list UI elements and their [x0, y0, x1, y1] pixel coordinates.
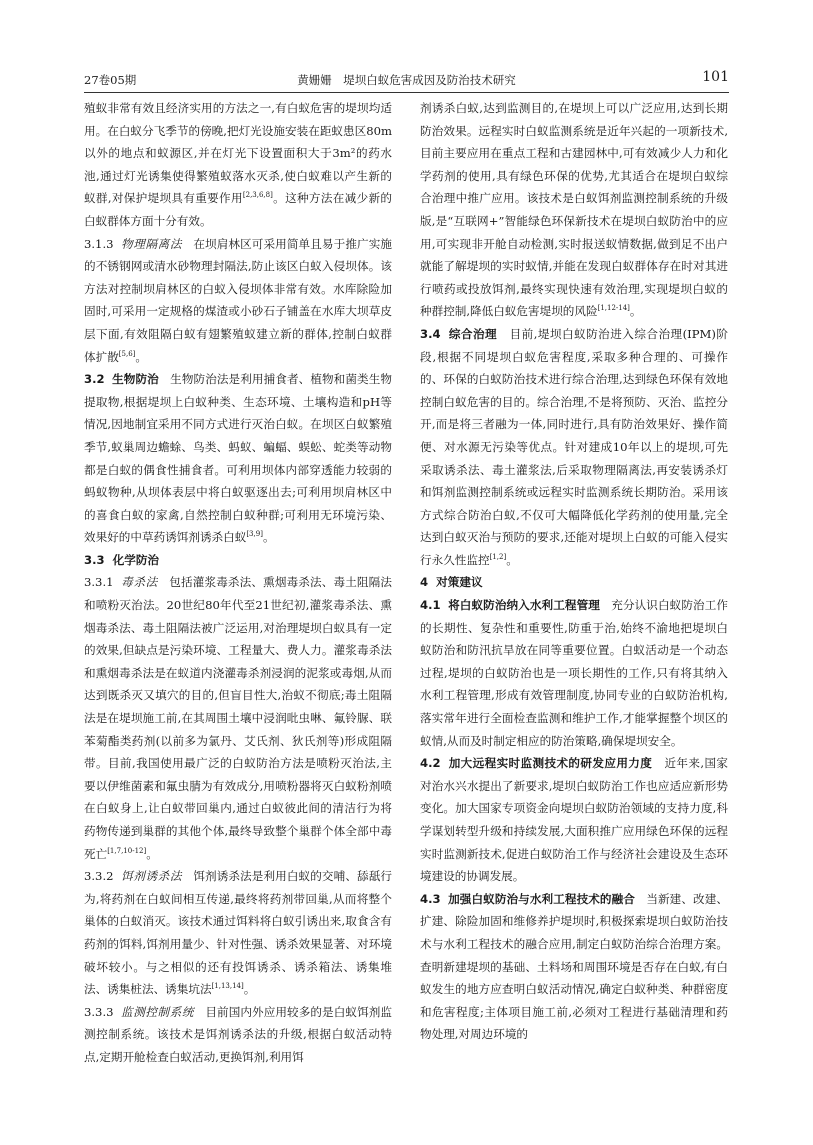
- paragraph-text: 目前,堤坝白蚁防治进入综合治理(IPM)阶段,根据不同堤坝白蚁危害程度,采取多种合理的、可操作的、环保的白蚁防治技术进行综合治理,达到绿色环保有效地控制白蚁危害的目的。综合治理,不是将预防、灭治、监控分开,而是将三者融为一体,同时进行,具有防治效果好、操作简便、对水源无污染等优点。针对建成10年以上的堤坝,可先采取诱杀法、毒土灌浆法,后采取物理隔离法,再安装诱杀灯和饵剂监测控制系统或远程实时监测系统长期防治。采用该方式综合防治白蚁,不仅可大幅降低化学药剂的使用量,完全达到白蚁灭治与预防的要求,还能对堤坝上白蚁的可能入侵实行永久性监控: [420, 326, 728, 567]
- paragraph-text: 。: [243, 982, 256, 997]
- paragraph-text: 在坝肩林区可采用简单且易于推广实施的不锈钢网或清水砂物理封隔法,防止该区白蚁入侵坝体。该方法对控制坝肩林区的白蚁入侵坝体非常有效。水库除险加固时,可采用一定规格的煤渣或小砂石子铺盖在水库大坝草皮层下面,有效阻隔白蚁有翅繁殖蚁建立新的群体,控制白蚁群体扩散: [84, 236, 392, 364]
- paragraph-text: 剂诱杀白蚁,达到监测目的,在堤坝上可以广泛应用,达到长期防治效果。远程实时白蚁监测系统是近年兴起的一项新技术,目前主要应用在重点工程和古建园林中,可有效减少人力和化学药剂的使用,具有绿色环保的优势,尤其适合在堤坝白蚁综合治理中推广应用。该技术是白蚁饵剂监测控制系统的升级版,是“互联网+”智能绿色环保新技术在堤坝白蚁防治中的应用,可实现非开舱自动检测,实时报送蚁情数据,做到足不出户就能了解堤坝的实时蚁情,并能在发现白蚁群体存在时对其进行喷药或投放饵剂,最终实现快速有效治理,实现堤坝白蚁的种群控制,降低白蚁危害堤坝的风险: [420, 101, 728, 319]
- citation: [1,2]: [489, 553, 507, 562]
- paragraph-text: 。这种方法在减少新的白蚁群体方面十分有效。: [84, 191, 392, 228]
- citation: [2,3,6,8]: [242, 191, 273, 200]
- section-4-3: [420, 888, 728, 1046]
- paragraph-text: 当新建、改建、扩建、除险加固和维修养护堤坝时,积极探索堤坝白蚁防治技术与水利工程技术的融合应用,制定白蚁防治综合治理方案。查明新建堤坝的基础、土料场和周围环境是否存在白蚁,有白蚁发生的地方应查明白蚁活动情况,确定白蚁种类、种群密度和危害程度;主体项目施工前,必须对工程进行基础清理和药物处理,对周边环境的: [420, 891, 728, 1042]
- running-title: 黄姗姗 堤坝白蚁危害成因及防治技术研究: [297, 73, 516, 87]
- paragraph-text: 目前国内外应用较多的是白蚁饵剂监测控制系统。该技术是饵剂诱杀法的升级,根据白蚁活动特点,定期开舱检查白蚁活动,更换饵剂,利用饵: [84, 1004, 392, 1064]
- section-number: 4: [420, 575, 429, 590]
- section-3-1-3: [84, 233, 392, 369]
- paragraph-text: 。: [629, 304, 642, 319]
- section-4-2: [420, 752, 728, 888]
- section-3-4: [420, 323, 728, 572]
- section-title: 物理隔离法: [121, 236, 183, 251]
- paragraph-text: 。: [262, 530, 275, 545]
- section-title: 综合治理: [448, 326, 498, 341]
- section-title: 加大远程实时监测技术的研发应用力度: [448, 756, 653, 771]
- paragraph-text: 生物防治法是利用捕食者、植物和菌类生物提取物,根据堤坝上白蚁种类、生态环境、土壤构造和pH等情况,因地制宜采用不同方式进行灭治白蚁。在坝区白蚁繁殖季节,蚁巢周边蟾蜍、鸟类、蚂蚁、蝙蝠、蜈蚣、蛇类等动物都是白蚁的偶食性捕食者。可利用坝体内部穿透能力较弱的蚂蚁物种,从坝体表层中将白蚁驱逐出去;可利用坝肩林区中的喜食白蚁的家禽,自然控制白蚁种群;可利用无环境污染、效果好的中草药诱饵剂诱杀白蚁: [84, 372, 392, 545]
- paragraph-text: 殖蚁非常有效且经济实用的方法之一,有白蚁危害的堤坝均适用。在白蚁分飞季节的傍晚,把灯光设施安装在距蚁患区80m以外的地点和蚁源区,并在灯光下设置面积大于3m²的药水池,通过灯光诱集使得繁殖蚁落水灭杀,使白蚁难以产生新的蚁群,对保护堤坝具有重要作用: [84, 101, 392, 206]
- section-title: 饵剂诱杀法: [121, 869, 183, 884]
- paragraph-text: 充分认识白蚁防治工作的长期性、复杂性和重要性,防重于治,始终不渝地把堤坝白蚁防治和防汛抗旱放在同等重要位置。白蚁活动是一个动态过程,堤坝的白蚁防治也是一项长期性的工作,只有将其纳入水利工程管理,形成有效管理制度,协同专业的白蚁防治机构,落实常年进行全面检查监测和维护工作,才能掌握整个坝区的蚁情,从而及时制定相应的防治策略,确保堤坝安全。: [420, 598, 728, 748]
- section-title: 毒杀法: [121, 575, 158, 590]
- citation: [5,6]: [118, 349, 136, 358]
- citation: [1,12-14]: [597, 304, 630, 313]
- section-4-1: [420, 594, 728, 752]
- section-3-3-3: [84, 1001, 392, 1069]
- section-number: 3.3.2: [84, 869, 114, 884]
- section-title: 对策建议: [436, 575, 483, 590]
- paragraph-text: 。: [135, 349, 148, 364]
- citation: [3,9]: [246, 530, 263, 539]
- paragraph-text: 饵剂诱杀法是利用白蚁的交哺、舔舐行为,将药剂在白蚁间相互传递,最终将药剂带回巢,从而将整个巢体的白蚁消灭。该技术通过饵料将白蚁引诱出来,取食含有药剂的饵料,饵剂用量少、针对性强、诱杀效果显著、对环境破坏较小。与之相似的还有投饵诱杀、诱杀箱法、诱集堆法、诱集桩法、诱集坑法: [84, 869, 392, 997]
- section-3-3-2: [84, 865, 392, 1001]
- section-3-2: [84, 368, 392, 549]
- citation: [1,13,14]: [211, 982, 244, 991]
- section-number: 4.2: [420, 756, 441, 771]
- section-3-3-heading: [84, 549, 392, 572]
- section-number: 4.1: [420, 598, 441, 613]
- left-column: [84, 97, 392, 1069]
- section-number: 4.3: [420, 891, 441, 906]
- section-title: 监测控制系统: [121, 1004, 195, 1019]
- running-head: [84, 69, 729, 93]
- section-title: 加强白蚁防治与水利工程技术的融合: [448, 891, 635, 906]
- section-number: 3.3.1: [84, 575, 114, 590]
- paragraph-text: 近年来,国家对治水兴水提出了新要求,堤坝白蚁防治工作也应适应新形势变化。加大国家专项资金向堤坝白蚁防治领域的支持力度,科学谋划转型升级和持续发展,大面积推广应用绿色环保的远程实时监测新技术,促进白蚁防治工作与经济社会建设及生态环境建设的协调发展。: [420, 756, 729, 884]
- section-3-3-1: [84, 571, 392, 865]
- volume-issue: 27卷05期: [84, 73, 137, 87]
- page-number: 101: [702, 69, 729, 85]
- right-column: [420, 97, 728, 1046]
- paragraph-text: 。: [146, 846, 158, 861]
- section-title: 生物防治: [112, 372, 159, 387]
- section-number: 3.3: [84, 552, 105, 567]
- citation: [1,7,10-12]: [107, 846, 147, 855]
- section-number: 3.2: [84, 372, 105, 387]
- paragraph-text: 包括灌浆毒杀法、熏烟毒杀法、毒土阻隔法和喷粉灭治法。20世纪80年代至21世纪初,灌浆毒杀法、熏烟毒杀法、毒土阻隔法被广泛运用,对治理堤坝白蚁具有一定的效果,但缺点是污染环境、工程量大、费人力。灌浆毒杀法和熏烟毒杀法是在蚁道内浇灌毒杀剂浸润的泥浆或毒烟,从而达到既杀灭又填穴的目的,但盲目性大,治蚁不彻底;毒土阻隔法是在堤坝施工前,在其周围土壤中浸润吡虫啉、氟铃脲、联苯菊酯类药剂(以前多为氯丹、艾氏剂、狄氏剂等)形成阻隔带。目前,我国使用最广泛的白蚁防治方法是喷粉灭治法,主要以伊维菌素和氟虫腈为有效成分,用喷粉器将灭白蚁粉剂喷在白蚁身上,让白蚁带回巢内,通过白蚁彼此间的清洁行为将药物传递到巢群的其他个体,最终导致整个巢群个体全部中毒死亡: [84, 575, 392, 861]
- section-number: 3.1.3: [84, 236, 114, 251]
- section-title: 化学防治: [112, 552, 160, 567]
- section-number: 3.4: [420, 326, 441, 341]
- section-4-heading: [420, 571, 728, 594]
- paragraph-text: 。: [506, 552, 518, 567]
- paragraph: [420, 97, 728, 323]
- paragraph: [84, 97, 392, 233]
- section-title: 将白蚁防治纳入水利工程管理: [448, 598, 600, 613]
- section-number: 3.3.3: [84, 1004, 114, 1019]
